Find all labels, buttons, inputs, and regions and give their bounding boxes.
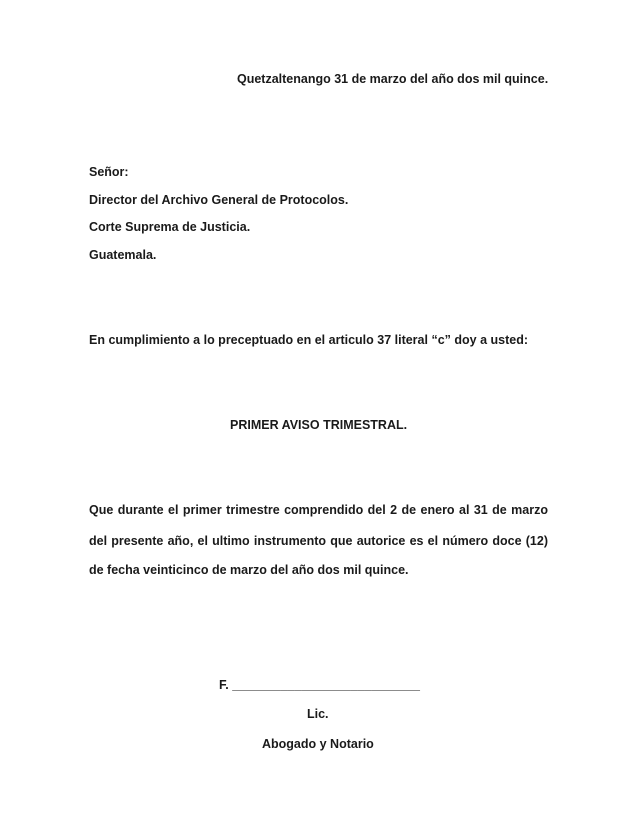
- intro-paragraph: En cumplimiento a lo preceptuado en el articulo 37 literal “c” doy a usted:: [89, 333, 528, 347]
- signature-title: Lic.: [307, 707, 329, 721]
- date-line: Quetzaltenango 31 de marzo del año dos mil quince.: [237, 72, 549, 86]
- signature-line: F. ___________________________: [219, 678, 420, 692]
- recipient-line: Guatemala.: [89, 248, 157, 262]
- signature-role: Abogado y Notario: [262, 737, 374, 751]
- notice-heading: PRIMER AVISO TRIMESTRAL.: [230, 418, 408, 432]
- body-line: del presente año, el ultimo instrumento que autorice es el número doce (12): [89, 534, 548, 548]
- salutation: Señor:: [89, 165, 129, 179]
- body-line: Que durante el primer trimestre comprendido del 2 de enero al 31 de marzo: [89, 503, 548, 517]
- recipient-line: Director del Archivo General de Protocolos.: [89, 193, 349, 207]
- recipient-line: Corte Suprema de Justicia.: [89, 220, 251, 234]
- body-line: de fecha veinticinco de marzo del año dos mil quince.: [89, 563, 409, 577]
